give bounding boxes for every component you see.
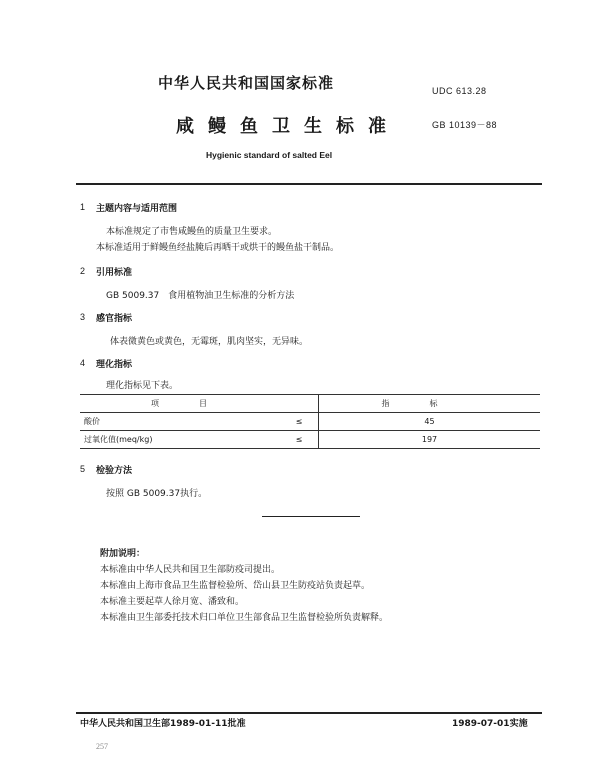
row-item: 酸价: [80, 413, 280, 431]
header-value: 指标: [319, 395, 541, 413]
section-number: 3: [80, 312, 86, 322]
row-comparator: ≤: [280, 413, 319, 431]
header-divider: [76, 183, 542, 185]
row-value: 45: [319, 413, 541, 431]
section-title: 检验方法: [96, 466, 133, 476]
table-row: [80, 413, 540, 431]
paragraph: 本标准适用于鲜鳗鱼经盐腌后再晒干或烘干的鳗鱼盐干制品。: [96, 243, 340, 253]
issuing-org: 中华人民共和国国家标准: [158, 74, 335, 92]
section-title: 感官指标: [96, 314, 133, 324]
document-title-english: Hygienic standard of salted Eel: [206, 150, 333, 160]
section-title: 理化指标: [96, 360, 133, 370]
section-title: 主题内容与适用范围: [96, 204, 178, 214]
paragraph: GB 5009.37 食用植物油卫生标准的分析方法: [106, 291, 295, 301]
paragraph: 本标准规定了市售咸鳗鱼的质量卫生要求。: [106, 227, 278, 237]
row-item: 过氧化值(meq/kg): [80, 431, 280, 449]
appendix-line: 本标准主要起草人徐月宽、潘致和。: [100, 597, 245, 607]
table-header-row: [80, 395, 540, 413]
row-comparator: ≤: [280, 431, 319, 449]
appendix-line: 本标准由中华人民共和国卫生部防疫司提出。: [100, 565, 281, 575]
appendix-line: 本标准由卫生部委托技术归口单位卫生部食品卫生监督检验所负责解释。: [100, 613, 389, 623]
table-row: [80, 431, 540, 449]
page-number: 257: [96, 742, 108, 751]
effective-date: 1989-07-01实施: [452, 719, 528, 729]
section-number: 1: [80, 202, 86, 212]
section-title: 引用标准: [96, 268, 133, 278]
footer-divider: [76, 712, 542, 714]
appendix-line: 本标准由上海市食品卫生监督检验所、岱山县卫生防疫站负责起草。: [100, 581, 371, 591]
section-number: 4: [80, 358, 86, 368]
section-number: 5: [80, 464, 86, 474]
paragraph: 按照 GB 5009.37执行。: [106, 489, 208, 499]
appendix-title: 附加说明：: [100, 549, 146, 559]
document-title: 咸鳗鱼卫生标准: [176, 116, 400, 137]
end-divider: [262, 516, 360, 517]
header-item: 项目: [80, 395, 319, 413]
physicochemical-table: [80, 394, 540, 449]
paragraph: 理化指标见下表。: [106, 381, 179, 391]
paragraph: 体表微黄色或黄色，无霉斑，肌肉坚实，无异味。: [110, 337, 309, 347]
section-number: 2: [80, 266, 86, 276]
standard-number: GB 10139－88: [432, 120, 498, 130]
approval-date: 中华人民共和国卫生部1989-01-11批准: [80, 719, 246, 729]
udc-code: UDC 613.28: [432, 86, 487, 96]
row-value: 197: [319, 431, 541, 449]
